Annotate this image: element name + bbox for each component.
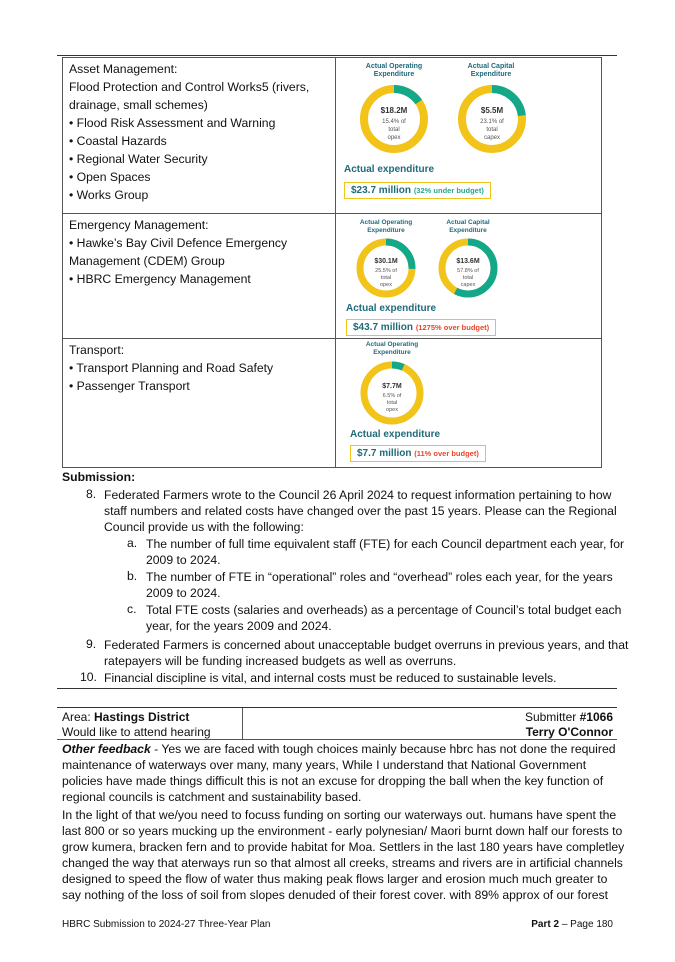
header-divider [242,708,243,739]
list-item: • Hawke’s Bay Civil Defence Emergency [69,236,288,250]
opex-donut [354,236,418,300]
item-number: 10. [80,670,97,684]
opex-pct: opex [380,282,392,288]
paragraph-9: Federated Farmers is concerned about unacceptable budget overruns in previous years, and that ratepayers will be funding increased budgets as well as overruns. [104,638,629,668]
section-rule [57,688,617,689]
list-item: Flood Protection and Control Works5 (rivers, [69,80,310,94]
opex-pct: total [388,127,400,133]
actual-expenditure-title: Actual expenditure [346,303,437,314]
paragraph-10: Financial discipline is vital, and internal costs must be reduced to sustainable levels. [104,671,557,685]
actual-amount: $23.7 million [351,185,412,196]
opex-pct: 6.5% of [382,393,402,399]
item-number: 9. [86,637,97,651]
row-asset-management [63,58,602,214]
opex-donut [358,83,430,155]
footer-page: Part 2 – Page 180 [531,919,613,930]
capex-pct: total [486,127,498,133]
opex-value: $18.2M [380,106,408,115]
capex-value: $13.6M [456,258,480,265]
row-graphic [336,339,602,468]
list-item: • Passenger Transport [69,379,190,393]
actual-expenditure-box [346,319,496,336]
top-rule [57,55,617,56]
other-feedback: Other feedback - Yes we are faced with tough choices mainly because hbrc has not done the required maintenance of waterways over many, many years, While I understand that National Government policies have made things difficult this is not an excuse for dropping the ball when the key function of regional councils is catchment and sustainability based. [62,742,616,804]
capex-donut [436,236,500,300]
row-graphic [336,214,602,339]
item-letter: c. [127,602,137,616]
submission-heading: Submission: [62,470,136,484]
list-item: • Flood Risk Assessment and Warning [69,116,276,130]
submitter-name: Terry O'Connor [525,725,613,739]
item-letter: a. [127,536,138,550]
submitter-field: Submitter #1066 [524,710,613,724]
feedback-label: Other feedback [62,742,151,756]
opex-pct: total [380,275,392,281]
list-item: • Transport Planning and Road Safety [69,361,274,375]
sub-item-c: Total FTE costs (salaries and overheads) as a percentage of Council’s total budget each year, for the years 2009 and 2024. [146,603,622,633]
actual-expenditure-title: Actual expenditure [350,429,441,440]
capex-value: $5.5M [480,106,504,115]
list-item: • Coastal Hazards [69,134,167,148]
section-rule [57,707,617,708]
sub-item-a: The number of full time equivalent staff (FTE) for each Council department each year, for 2009 to 2024. [146,537,625,567]
opex-pct: total [386,400,398,406]
opex-pct: 15.4% of [382,119,406,125]
capex-label: Actual Capital Expenditure [467,63,515,78]
list-item: • Regional Water Security [69,152,208,166]
item-number: 8. [86,487,97,501]
opex-pct: 25.5% of [375,268,397,274]
opex-value: $30.1M [374,258,398,265]
row-text [63,214,336,339]
feedback-paragraph-2: In the light of that we/you need to focuss funding on sorting our waterways out. humans have spent the last 800 or so years mucking up the environment - early polynesian/ Maori burnt down half our forests to grow kumera, bracken fern and to provide habitat for Moa. Settlers in the last 180 years have completley changed the way that aterways run so that almost all creeks, streams and rivers are in artificial channels designed to speed the flow of water thus making peak flows larger and erosion much much greater to say nothing of the loss of soil from slopes denuded of their forest cover. with 89% approx of our forest [62,808,625,902]
hearing-field: Would like to attend hearing [62,725,211,739]
budget-note: (32% under budget) [413,186,484,195]
sub-item-b: The number of FTE in “operational” roles and “overhead” roles each year, for the years 2009 to 2024. [146,570,613,600]
expenditure-table [62,57,602,468]
capex-pct: 57.8% of [457,268,479,274]
row-emergency-management [63,214,602,339]
actual-amount: $43.7 million [353,322,414,333]
capex-label: Actual Capital Expenditure [446,219,490,234]
row-transport [63,339,602,468]
capex-pct: capex [460,282,476,288]
opex-pct: opex [386,407,398,413]
area-field: Area: Hastings District [62,710,190,724]
opex-donut [358,359,426,427]
list-item: Management (CDEM) Group [69,254,225,268]
opex-pct: opex [387,135,401,141]
budget-note: (1275% over budget) [415,323,490,332]
capex-pct: capex [483,135,501,141]
row-text [63,58,336,214]
area-heading: Asset Management: [69,62,178,76]
item-letter: b. [127,569,138,583]
budget-note: (11% over budget) [414,449,479,458]
opex-label: Actual Operating Expenditure [365,63,423,78]
row-graphic [336,58,602,214]
list-item: • Works Group [69,188,149,202]
opex-value: $7.7M [382,383,402,390]
actual-expenditure-box [350,445,486,462]
row-text [63,339,336,468]
footer-title: HBRC Submission to 2024-27 Three-Year Plan [62,919,271,930]
actual-amount: $7.7 million [357,448,412,459]
list-item: • HBRC Emergency Management [69,272,251,286]
header-bottom-rule [57,739,617,740]
opex-label: Actual Operating Expenditure [359,219,413,234]
capex-pct: total [462,275,474,281]
opex-label: Actual Operating Expenditure [365,341,419,356]
area-heading: Transport: [69,343,125,357]
list-item: drainage, small schemes) [69,98,208,112]
capex-donut [456,83,528,155]
area-heading: Emergency Management: [69,218,209,232]
actual-expenditure-title: Actual expenditure [344,164,435,175]
paragraph-8: Federated Farmers wrote to the Council 26 April 2024 to request information pertaining to how staff numbers and related costs have changed over the past 15 years. Please can the Regional Council provide us with the following: [104,488,617,534]
capex-pct: 23.1% of [480,119,504,125]
list-item: • Open Spaces [69,170,151,184]
actual-expenditure-box [344,182,491,199]
